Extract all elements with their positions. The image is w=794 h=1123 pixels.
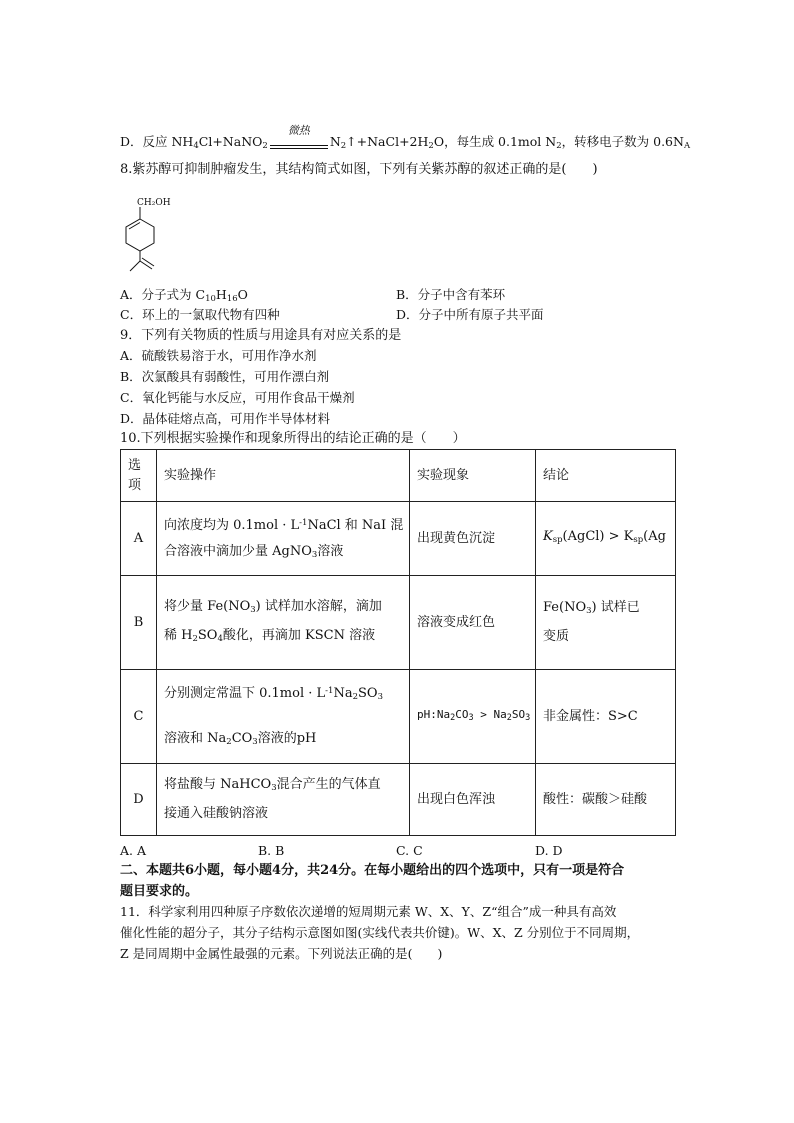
ch2oh-label: CH₂OH <box>137 198 171 208</box>
section-2-heading: 二、本题共6小题，每小题4分，共24分。在每小题给出的四个选项中，只有一项是符合 <box>120 863 625 878</box>
q10-answer-a: A. A <box>120 843 147 858</box>
q10-answer-b: B. B <box>258 843 285 858</box>
q11-line-3: Z 是同周期中金属性最强的元素。下列说法正确的是( ) <box>120 946 443 961</box>
q9-option-a: A．硫酸铁易溶于水，可用作净水剂 <box>120 348 317 363</box>
row-phenomenon: 出现黄色沉淀 <box>410 502 536 576</box>
header-operation: 实验操作 <box>157 450 410 502</box>
q11-line-1: 11．科学家利用四种原子序数依次递增的短周期元素 W、X、Y、Z“组合”成一种具有高效 <box>120 904 617 919</box>
q8-option-b: B．分子中含有苯环 <box>396 287 506 302</box>
q10-answer-c: C. C <box>396 843 423 858</box>
q8-option-c: C．环上的一氯取代物有四种 <box>120 307 280 322</box>
row-option: A <box>121 502 157 576</box>
header-option: 选项 <box>121 450 157 502</box>
row-operation: 将盐酸与 NaHCO$_3$混合产生的气体直 接通入硅酸钠溶液 <box>157 764 410 836</box>
q9-option-d: D．晶体硅熔点高，可用作半导体材料 <box>120 411 331 426</box>
row-operation: 将少量 $Fe(NO_3)$ 试样加水溶解，滴加 稀 $H_2SO_4$酸化，再滴加 KSCN 溶液 <box>157 576 410 670</box>
row-operation: 向浓度均为 $0.1mol \cdot L^{-1}NaCl$ 和 NaI 混 合溶液中滴加少量 AgNO$_3$溶液 <box>157 502 410 576</box>
row-option: B <box>121 576 157 670</box>
table-row <box>121 670 676 764</box>
row-operation: 分别测定常温下 $0.1mol \cdot L^{-1}Na_2SO_3$ 溶液和 $Na_2CO_3$溶液的pH <box>157 670 410 764</box>
header-conclusion: 结论 <box>536 450 676 502</box>
q8-option-d: D．分子中所有原子共平面 <box>396 307 544 322</box>
row-conclusion: 酸性：碳酸＞硅酸 <box>536 764 676 836</box>
row-phenomenon: $pH:Na_2CO_3 > Na_2SO_3$ <box>410 670 536 764</box>
q11-line-2: 催化性能的超分子，其分子结构示意图如图(实线代表共价键)。W、X、Z 分别位于不同周期， <box>120 925 640 940</box>
table-header-row <box>121 450 676 502</box>
q10-answer-d: D. D <box>535 843 563 858</box>
row-option: C <box>121 670 157 764</box>
q10-stem: 10.下列根据实验操作和现象所得出的结论正确的是（ ） <box>120 431 466 446</box>
experiment-table <box>120 449 676 836</box>
q7-option-d: D．反应 $NH_4Cl+NaNO_2$ 微热 $N_2↑+NaCl+2H_2O$，每生成 0.1mol $N_2$，转移电子数为 $0.6N_A$ <box>120 133 690 155</box>
row-phenomenon: 溶液变成红色 <box>410 576 536 670</box>
table-row <box>121 576 676 670</box>
q9-option-b: B．次氯酸具有弱酸性，可用作漂白剂 <box>120 369 330 384</box>
reaction-arrow: 微热 <box>268 137 330 155</box>
row-conclusion: 非金属性：S>C <box>536 670 676 764</box>
row-phenomenon: 出现白色浑浊 <box>410 764 536 836</box>
q9-stem: 9．下列有关物质的性质与用途具有对应关系的是 <box>120 328 402 343</box>
q9-option-c: C．氧化钙能与水反应，可用作食品干燥剂 <box>120 390 355 405</box>
perillyl-alcohol-structure <box>118 193 178 275</box>
row-conclusion: $K_{sp}(AgCl) > K_{sp}(Ag$ <box>536 502 676 576</box>
q8-stem: 8.紫苏醇可抑制肿瘤发生，其结构简式如图，下列有关紫苏醇的叙述正确的是( ) <box>120 162 598 177</box>
section-2-heading-cont: 题目要求的。 <box>120 884 199 899</box>
table-row <box>121 764 676 836</box>
header-phenomenon: 实验现象 <box>410 450 536 502</box>
q8-option-a: A．分子式为 $C_{10}H_{16}O$ <box>120 287 248 304</box>
row-conclusion: $Fe(NO_3)$ 试样已 变质 <box>536 576 676 670</box>
row-option: D <box>121 764 157 836</box>
table-row <box>121 502 676 576</box>
